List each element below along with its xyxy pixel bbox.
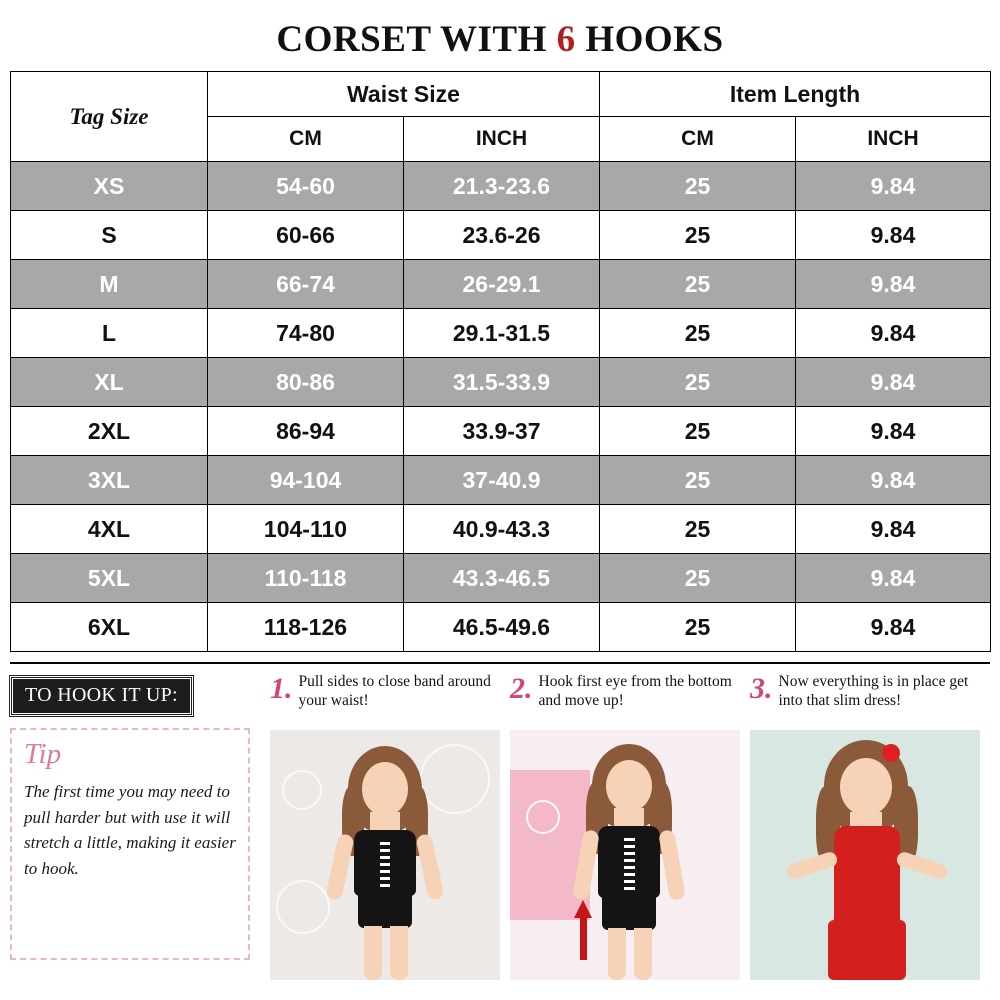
tip-title: Tip	[24, 738, 62, 770]
cell-length-inch: 9.84	[796, 162, 991, 211]
table-row	[11, 358, 991, 407]
woman-figure-icon	[270, 730, 500, 980]
cell-waist-cm: 104-110	[208, 505, 404, 554]
step-3-header	[750, 672, 980, 730]
header-item-length: Item Length	[600, 72, 991, 117]
cell-length-cm: 25	[600, 162, 796, 211]
cell-tag: L	[11, 309, 208, 358]
cell-length-inch: 9.84	[796, 211, 991, 260]
cell-length-cm: 25	[600, 309, 796, 358]
cell-waist-cm: 94-104	[208, 456, 404, 505]
cell-tag: XL	[11, 358, 208, 407]
step-2-number: 2.	[510, 672, 533, 705]
cell-waist-inch: 37-40.9	[404, 456, 600, 505]
cell-tag: S	[11, 211, 208, 260]
cell-waist-cm: 110-118	[208, 554, 404, 603]
cell-length-inch: 9.84	[796, 603, 991, 652]
step-2	[510, 672, 740, 980]
tip-body: The first time you may need to pull harder but with use it will stretch a little, making it easier to hook.	[24, 782, 236, 878]
table-header-group-row	[11, 72, 991, 117]
how-to-hook-section	[0, 672, 1000, 1000]
cell-tag: 2XL	[11, 407, 208, 456]
step-1-text: Pull sides to close band around your waist!	[298, 673, 491, 710]
cell-tag: XS	[11, 162, 208, 211]
step-3-number: 3.	[750, 672, 773, 705]
step-3-text: Now everything is in place get into that slim dress!	[778, 673, 969, 710]
cell-length-inch: 9.84	[796, 260, 991, 309]
cell-waist-inch: 43.3-46.5	[404, 554, 600, 603]
cell-tag: M	[11, 260, 208, 309]
cell-waist-inch: 29.1-31.5	[404, 309, 600, 358]
step-3-illustration	[750, 730, 980, 980]
tip-column	[10, 672, 260, 980]
table-row	[11, 554, 991, 603]
title-hook-count: 6	[556, 19, 576, 60]
table-row	[11, 211, 991, 260]
cell-length-cm: 25	[600, 358, 796, 407]
cell-waist-cm: 54-60	[208, 162, 404, 211]
step-1	[270, 672, 500, 980]
cell-waist-inch: 40.9-43.3	[404, 505, 600, 554]
arrow-up-icon	[580, 916, 587, 960]
flower-icon	[882, 744, 900, 762]
cell-length-inch: 9.84	[796, 554, 991, 603]
cell-waist-inch: 23.6-26	[404, 211, 600, 260]
cell-waist-cm: 74-80	[208, 309, 404, 358]
table-row	[11, 309, 991, 358]
cell-length-cm: 25	[600, 260, 796, 309]
step-1-header	[270, 672, 500, 730]
cell-tag: 3XL	[11, 456, 208, 505]
table-row	[11, 162, 991, 211]
woman-figure-icon	[510, 730, 740, 980]
cell-length-cm: 25	[600, 505, 796, 554]
size-table-wrapper	[0, 71, 1000, 652]
cell-length-inch: 9.84	[796, 456, 991, 505]
cell-waist-inch: 31.5-33.9	[404, 358, 600, 407]
cell-tag: 6XL	[11, 603, 208, 652]
tip-box	[10, 728, 250, 960]
section-divider	[10, 662, 990, 664]
header-length-inch: INCH	[796, 117, 991, 162]
cell-waist-cm: 118-126	[208, 603, 404, 652]
step-1-illustration	[270, 730, 500, 980]
cell-length-cm: 25	[600, 211, 796, 260]
woman-in-dress-icon	[750, 730, 980, 980]
header-waist-inch: INCH	[404, 117, 600, 162]
cell-waist-inch: 26-29.1	[404, 260, 600, 309]
cell-waist-inch: 46.5-49.6	[404, 603, 600, 652]
header-waist-cm: CM	[208, 117, 404, 162]
cell-waist-cm: 80-86	[208, 358, 404, 407]
cell-waist-cm: 60-66	[208, 211, 404, 260]
table-row	[11, 456, 991, 505]
cell-waist-cm: 66-74	[208, 260, 404, 309]
table-row	[11, 505, 991, 554]
step-3	[750, 672, 980, 980]
cell-length-cm: 25	[600, 456, 796, 505]
header-length-cm: CM	[600, 117, 796, 162]
title-prefix: CORSET WITH	[276, 19, 557, 60]
table-row	[11, 260, 991, 309]
title-suffix: HOOKS	[575, 19, 724, 60]
header-waist-size: Waist Size	[208, 72, 600, 117]
step-1-number: 1.	[270, 672, 293, 705]
cell-tag: 5XL	[11, 554, 208, 603]
cell-length-cm: 25	[600, 407, 796, 456]
table-row	[11, 603, 991, 652]
cell-length-inch: 9.84	[796, 309, 991, 358]
size-table	[10, 71, 991, 652]
cell-length-cm: 25	[600, 603, 796, 652]
cell-length-inch: 9.84	[796, 505, 991, 554]
cell-waist-inch: 21.3-23.6	[404, 162, 600, 211]
page-title	[0, 0, 1000, 71]
cell-length-inch: 9.84	[796, 407, 991, 456]
hook-it-up-banner: TO HOOK IT UP:	[10, 676, 193, 716]
cell-length-inch: 9.84	[796, 358, 991, 407]
cell-waist-inch: 33.9-37	[404, 407, 600, 456]
header-tag-size: Tag Size	[11, 72, 208, 162]
step-2-text: Hook first eye from the bottom and move up!	[538, 673, 732, 710]
step-2-illustration	[510, 730, 740, 980]
table-row	[11, 407, 991, 456]
cell-length-cm: 25	[600, 554, 796, 603]
cell-waist-cm: 86-94	[208, 407, 404, 456]
cell-tag: 4XL	[11, 505, 208, 554]
step-2-header	[510, 672, 740, 730]
